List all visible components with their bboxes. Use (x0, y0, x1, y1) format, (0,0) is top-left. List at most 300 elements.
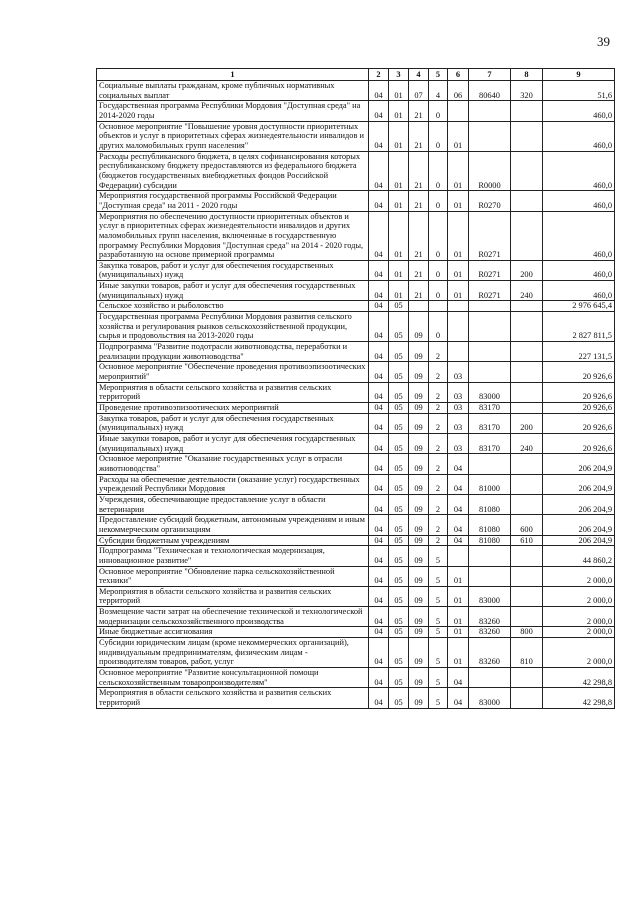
code-cell: 04 (448, 535, 469, 546)
code-cell: 80640 (469, 81, 511, 101)
code-cell (511, 342, 543, 362)
row-name-cell: Мероприятия в области сельского хозяйства и развития сельских территорий (97, 382, 369, 402)
header-cell: 5 (429, 69, 448, 81)
code-cell: 21 (409, 101, 429, 121)
code-cell: 04 (369, 312, 389, 342)
code-cell (511, 301, 543, 312)
code-cell (511, 454, 543, 474)
code-cell: 04 (369, 688, 389, 708)
code-cell: 04 (369, 403, 389, 414)
amount-cell: 206 204,9 (543, 474, 615, 494)
code-cell: 0 (429, 191, 448, 211)
code-cell: 83170 (469, 433, 511, 453)
code-cell: 01 (389, 121, 409, 151)
code-cell: 04 (369, 301, 389, 312)
amount-cell: 2 000,0 (543, 638, 615, 668)
code-cell: 83000 (469, 688, 511, 708)
code-cell: 01 (389, 151, 409, 191)
amount-cell: 44 860,2 (543, 546, 615, 566)
code-cell: 04 (448, 454, 469, 474)
code-cell: 09 (409, 515, 429, 535)
table-row (97, 382, 615, 402)
table-row (97, 546, 615, 566)
code-cell: 81080 (469, 535, 511, 546)
code-cell: 09 (409, 342, 429, 362)
code-cell (448, 546, 469, 566)
row-name-cell: Государственная программа Республики Мордовия развития сельского хозяйства и регулирования рынков сельскохозяйственной продукции, сырья и продовольствия на 2013-2020 годы (97, 312, 369, 342)
table-row (97, 413, 615, 433)
code-cell (511, 191, 543, 211)
code-cell: 01 (448, 191, 469, 211)
table-row (97, 211, 615, 260)
row-name-cell: Подпрограмма "Техническая и технологическая модернизация, инновационное развитие" (97, 546, 369, 566)
table-row (97, 121, 615, 151)
code-cell (511, 546, 543, 566)
code-cell: 2 (429, 413, 448, 433)
amount-cell: 460,0 (543, 191, 615, 211)
header-cell: 6 (448, 69, 469, 81)
amount-cell: 42 298,8 (543, 688, 615, 708)
code-cell (448, 101, 469, 121)
code-cell: 04 (448, 474, 469, 494)
row-name-cell: Предоставление субсидий бюджетным, автономным учреждениям и иным некоммерческим организациям (97, 515, 369, 535)
code-cell: 04 (448, 688, 469, 708)
code-cell (448, 301, 469, 312)
table-row (97, 151, 615, 191)
code-cell: 600 (511, 515, 543, 535)
amount-cell: 20 926,6 (543, 382, 615, 402)
table-row (97, 362, 615, 382)
code-cell (511, 312, 543, 342)
code-cell (511, 211, 543, 260)
row-name-cell: Учреждения, обеспечивающие предоставление услуг в области ветеринарии (97, 494, 369, 514)
code-cell: 01 (448, 586, 469, 606)
code-cell: 2 (429, 454, 448, 474)
amount-cell: 2 000,0 (543, 607, 615, 627)
table-row (97, 566, 615, 586)
code-cell: R0000 (469, 151, 511, 191)
row-name-cell: Мероприятия по обеспечению доступности приоритетных объектов и услуг в приоритетных сферах жизнедеятельности инвалидов и других маломобильных групп населения, включенные в государственную программу Республики Мордовия "Доступная среда" на 2014 - 2020 годы, разработанную на основе примерной программы (97, 211, 369, 260)
code-cell: 04 (448, 494, 469, 514)
code-cell (511, 403, 543, 414)
code-cell: 05 (389, 494, 409, 514)
code-cell: 5 (429, 638, 448, 668)
table-row (97, 81, 615, 101)
code-cell: 05 (389, 546, 409, 566)
code-cell: 04 (369, 281, 389, 301)
code-cell (511, 586, 543, 606)
code-cell (511, 121, 543, 151)
code-cell: 04 (369, 260, 389, 280)
row-name-cell: Закупка товаров, работ и услуг для обеспечения государственных (муниципальных) нужд (97, 413, 369, 433)
code-cell: 01 (448, 607, 469, 627)
code-cell (469, 121, 511, 151)
code-cell: 83000 (469, 586, 511, 606)
table-row (97, 454, 615, 474)
amount-cell: 42 298,8 (543, 668, 615, 688)
code-cell: 05 (389, 403, 409, 414)
code-cell: 21 (409, 281, 429, 301)
amount-cell: 2 827 811,5 (543, 312, 615, 342)
code-cell: 21 (409, 211, 429, 260)
row-name-cell: Субсидии юридическим лицам (кроме некоммерческих организаций), индивидуальным предпринимателям, физическим лицам - производителям товаров, работ, услуг (97, 638, 369, 668)
code-cell: 2 (429, 535, 448, 546)
code-cell: 2 (429, 382, 448, 402)
amount-cell: 51,6 (543, 81, 615, 101)
header-cell: 9 (543, 69, 615, 81)
code-cell (409, 301, 429, 312)
code-cell: 04 (448, 668, 469, 688)
table-row (97, 668, 615, 688)
code-cell: 81080 (469, 494, 511, 514)
row-name-cell: Сельское хозяйство и рыболовство (97, 301, 369, 312)
code-cell: 09 (409, 312, 429, 342)
table-row (97, 638, 615, 668)
code-cell: 09 (409, 474, 429, 494)
code-cell: 05 (389, 362, 409, 382)
code-cell (469, 301, 511, 312)
code-cell: 04 (369, 342, 389, 362)
code-cell: 04 (369, 586, 389, 606)
code-cell: 2 (429, 342, 448, 362)
code-cell (448, 312, 469, 342)
code-cell: 03 (448, 433, 469, 453)
code-cell: 200 (511, 413, 543, 433)
amount-cell: 20 926,6 (543, 403, 615, 414)
table-row (97, 342, 615, 362)
table-row (97, 607, 615, 627)
row-name-cell: Возмещение части затрат на обеспечение технической и технологической модернизации сельскохозяйственного производства (97, 607, 369, 627)
code-cell (469, 362, 511, 382)
code-cell: 04 (369, 121, 389, 151)
amount-cell: 20 926,6 (543, 362, 615, 382)
code-cell: 21 (409, 151, 429, 191)
row-name-cell: Иные закупки товаров, работ и услуг для обеспечения государственных (муниципальных) нужд (97, 433, 369, 453)
code-cell: 0 (429, 101, 448, 121)
amount-cell: 460,0 (543, 151, 615, 191)
row-name-cell: Расходы республиканского бюджета, в целях софинансирования которых республиканскому бюджету предоставляются из федерального бюджета (бюджетов государственных внебюджетных фондов Российской Федерации) субсидии (97, 151, 369, 191)
code-cell: 04 (369, 191, 389, 211)
code-cell: 2 (429, 362, 448, 382)
code-cell (469, 546, 511, 566)
header-cell: 1 (97, 69, 369, 81)
amount-cell: 460,0 (543, 260, 615, 280)
header-cell: 7 (469, 69, 511, 81)
code-cell: 05 (389, 474, 409, 494)
code-cell: 01 (448, 151, 469, 191)
code-cell: 05 (389, 413, 409, 433)
code-cell: 09 (409, 638, 429, 668)
table-row (97, 433, 615, 453)
amount-cell: 206 204,9 (543, 515, 615, 535)
code-cell: 21 (409, 191, 429, 211)
code-cell: 04 (369, 535, 389, 546)
code-cell: 09 (409, 566, 429, 586)
table-header-row (97, 69, 615, 81)
code-cell (511, 688, 543, 708)
header-cell: 8 (511, 69, 543, 81)
code-cell: R0271 (469, 211, 511, 260)
row-name-cell: Государственная программа Республики Мордовия "Доступная среда" на 2014-2020 годы (97, 101, 369, 121)
code-cell: 83170 (469, 413, 511, 433)
code-cell: 5 (429, 586, 448, 606)
row-name-cell: Проведение противоэпизоотических мероприятий (97, 403, 369, 414)
header-cell: 3 (389, 69, 409, 81)
row-name-cell: Основное мероприятие "Обеспечение проведения противоэпизоотических мероприятий" (97, 362, 369, 382)
code-cell: 21 (409, 260, 429, 280)
code-cell: 01 (448, 121, 469, 151)
row-name-cell: Мероприятия в области сельского хозяйства и развития сельских территорий (97, 586, 369, 606)
code-cell: 81080 (469, 515, 511, 535)
code-cell (511, 101, 543, 121)
code-cell: 810 (511, 638, 543, 668)
code-cell: 09 (409, 586, 429, 606)
code-cell: 05 (389, 535, 409, 546)
code-cell: 83170 (469, 403, 511, 414)
page-number: 39 (597, 34, 610, 49)
code-cell: 01 (389, 211, 409, 260)
code-cell: 05 (389, 342, 409, 362)
code-cell: 04 (369, 454, 389, 474)
code-cell: 0 (429, 211, 448, 260)
code-cell: 06 (448, 81, 469, 101)
code-cell (511, 382, 543, 402)
code-cell: 01 (448, 211, 469, 260)
code-cell: 21 (409, 121, 429, 151)
code-cell: 01 (448, 638, 469, 668)
row-name-cell: Основное мероприятие "Обновление парка сельскохозяйственной техники" (97, 566, 369, 586)
code-cell: 5 (429, 607, 448, 627)
amount-cell: 20 926,6 (543, 413, 615, 433)
code-cell (469, 101, 511, 121)
code-cell: 04 (369, 494, 389, 514)
table-row (97, 260, 615, 280)
code-cell: 09 (409, 607, 429, 627)
amount-cell: 206 204,9 (543, 454, 615, 474)
code-cell: 09 (409, 362, 429, 382)
code-cell: 05 (389, 638, 409, 668)
code-cell: 04 (369, 382, 389, 402)
code-cell: 04 (369, 638, 389, 668)
code-cell: 81000 (469, 474, 511, 494)
code-cell: 01 (389, 81, 409, 101)
amount-cell: 460,0 (543, 121, 615, 151)
row-name-cell: Основное мероприятие "Повышение уровня доступности приоритетных объектов и услуг в приоритетных сферах жизнедеятельности инвалидов и других маломобильных групп населения" (97, 121, 369, 151)
code-cell: 09 (409, 668, 429, 688)
code-cell: 05 (389, 627, 409, 638)
table-row (97, 515, 615, 535)
code-cell: 320 (511, 81, 543, 101)
code-cell: 83260 (469, 607, 511, 627)
code-cell: 4 (429, 81, 448, 101)
code-cell: 2 (429, 494, 448, 514)
header-cell: 2 (369, 69, 389, 81)
code-cell: 05 (389, 301, 409, 312)
amount-cell: 2 000,0 (543, 586, 615, 606)
code-cell: 05 (389, 566, 409, 586)
code-cell: 09 (409, 494, 429, 514)
code-cell: 83000 (469, 382, 511, 402)
header-cell: 4 (409, 69, 429, 81)
code-cell: 610 (511, 535, 543, 546)
code-cell: 04 (369, 211, 389, 260)
code-cell: 01 (448, 566, 469, 586)
table-row (97, 688, 615, 708)
amount-cell: 2 976 645,4 (543, 301, 615, 312)
code-cell (469, 312, 511, 342)
code-cell: 09 (409, 433, 429, 453)
code-cell: 09 (409, 403, 429, 414)
amount-cell: 2 000,0 (543, 627, 615, 638)
code-cell: 01 (389, 191, 409, 211)
row-name-cell: Мероприятия государственной программы Российской Федерации "Доступная среда" на 2011 - 2020 годы (97, 191, 369, 211)
code-cell: 5 (429, 546, 448, 566)
code-cell: 5 (429, 668, 448, 688)
code-cell: 2 (429, 433, 448, 453)
code-cell: 05 (389, 668, 409, 688)
code-cell (469, 566, 511, 586)
code-cell: 05 (389, 688, 409, 708)
code-cell: 03 (448, 403, 469, 414)
code-cell: 04 (369, 546, 389, 566)
amount-cell: 460,0 (543, 101, 615, 121)
code-cell (429, 301, 448, 312)
code-cell (511, 151, 543, 191)
code-cell: 05 (389, 433, 409, 453)
code-cell: 0 (429, 260, 448, 280)
code-cell: 09 (409, 382, 429, 402)
code-cell: 2 (429, 403, 448, 414)
code-cell: 09 (409, 413, 429, 433)
code-cell: R0270 (469, 191, 511, 211)
code-cell (469, 668, 511, 688)
code-cell (469, 342, 511, 362)
code-cell (511, 494, 543, 514)
code-cell: 04 (369, 515, 389, 535)
code-cell (511, 607, 543, 627)
code-cell: 5 (429, 627, 448, 638)
code-cell: 04 (369, 101, 389, 121)
code-cell: 2 (429, 474, 448, 494)
table-row (97, 101, 615, 121)
code-cell: 04 (369, 668, 389, 688)
code-cell: 04 (369, 151, 389, 191)
code-cell: 09 (409, 688, 429, 708)
code-cell (448, 342, 469, 362)
amount-cell: 2 000,0 (543, 566, 615, 586)
row-name-cell: Мероприятия в области сельского хозяйства и развития сельских территорий (97, 688, 369, 708)
code-cell: 05 (389, 312, 409, 342)
row-name-cell: Субсидии бюджетным учреждениям (97, 535, 369, 546)
table-row (97, 627, 615, 638)
code-cell: 09 (409, 627, 429, 638)
table-row (97, 191, 615, 211)
code-cell (511, 362, 543, 382)
table-row (97, 474, 615, 494)
code-cell: 04 (369, 627, 389, 638)
table-row (97, 403, 615, 414)
amount-cell: 206 204,9 (543, 535, 615, 546)
code-cell: 01 (448, 627, 469, 638)
table-body (97, 81, 615, 709)
amount-cell: 460,0 (543, 281, 615, 301)
code-cell: 05 (389, 454, 409, 474)
code-cell: 01 (389, 281, 409, 301)
code-cell: 01 (389, 260, 409, 280)
code-cell: 0 (429, 312, 448, 342)
code-cell: 04 (369, 413, 389, 433)
code-cell: 04 (369, 433, 389, 453)
row-name-cell: Социальные выплаты гражданам, кроме публичных нормативных социальных выплат (97, 81, 369, 101)
table-row (97, 301, 615, 312)
code-cell: 5 (429, 688, 448, 708)
table-row (97, 586, 615, 606)
row-name-cell: Основное мероприятие "Оказание государственных услуг в отрасли животноводства" (97, 454, 369, 474)
code-cell: 04 (369, 566, 389, 586)
code-cell: 05 (389, 607, 409, 627)
code-cell: 2 (429, 515, 448, 535)
code-cell: 240 (511, 433, 543, 453)
row-name-cell: Закупка товаров, работ и услуг для обеспечения государственных (муниципальных) нужд (97, 260, 369, 280)
code-cell: 800 (511, 627, 543, 638)
code-cell: 05 (389, 515, 409, 535)
code-cell: 01 (448, 281, 469, 301)
code-cell: 200 (511, 260, 543, 280)
code-cell: 03 (448, 413, 469, 433)
code-cell: 04 (369, 474, 389, 494)
row-name-cell: Иные закупки товаров, работ и услуг для обеспечения государственных (муниципальных) нужд (97, 281, 369, 301)
budget-table (96, 68, 615, 709)
amount-cell: 206 204,9 (543, 494, 615, 514)
table-row (97, 312, 615, 342)
code-cell: 05 (389, 586, 409, 606)
code-cell: 01 (389, 101, 409, 121)
amount-cell: 460,0 (543, 211, 615, 260)
amount-cell: 20 926,6 (543, 433, 615, 453)
code-cell: 05 (389, 382, 409, 402)
code-cell (511, 668, 543, 688)
code-cell (511, 566, 543, 586)
code-cell: 01 (448, 260, 469, 280)
code-cell: 03 (448, 362, 469, 382)
table-row (97, 535, 615, 546)
code-cell: 04 (369, 607, 389, 627)
code-cell: 0 (429, 121, 448, 151)
row-name-cell: Основное мероприятие "Развитие консультационной помощи сельскохозяйственным товаропроизводителям" (97, 668, 369, 688)
code-cell: 240 (511, 281, 543, 301)
code-cell: R0271 (469, 260, 511, 280)
code-cell: R0271 (469, 281, 511, 301)
code-cell: 04 (369, 81, 389, 101)
code-cell: 04 (448, 515, 469, 535)
table-row (97, 281, 615, 301)
code-cell: 83260 (469, 627, 511, 638)
code-cell: 09 (409, 535, 429, 546)
code-cell: 07 (409, 81, 429, 101)
amount-cell: 227 131,5 (543, 342, 615, 362)
code-cell: 09 (409, 546, 429, 566)
row-name-cell: Расходы на обеспечение деятельности (оказание услуг) государственных учреждений Республики Мордовия (97, 474, 369, 494)
row-name-cell: Иные бюджетные ассигнования (97, 627, 369, 638)
code-cell: 0 (429, 281, 448, 301)
code-cell: 0 (429, 151, 448, 191)
code-cell: 04 (369, 362, 389, 382)
code-cell: 03 (448, 382, 469, 402)
code-cell: 83260 (469, 638, 511, 668)
code-cell (469, 454, 511, 474)
code-cell: 09 (409, 454, 429, 474)
table-row (97, 494, 615, 514)
